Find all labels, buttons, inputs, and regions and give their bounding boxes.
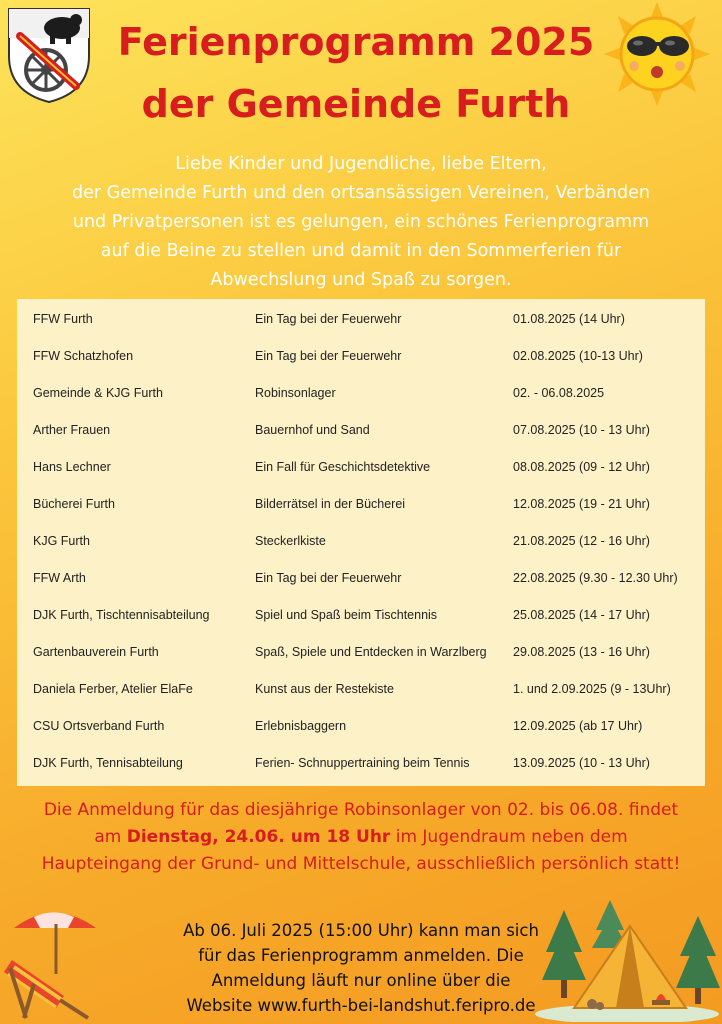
table-row bbox=[17, 634, 705, 671]
event-cell: Ein Tag bei der Feuerwehr bbox=[255, 312, 402, 326]
coat-of-arms-icon bbox=[6, 6, 92, 104]
event-cell: Ein Tag bei der Feuerwehr bbox=[255, 571, 402, 585]
notice-text: Die Anmeldung für das diesjährige Robinsonlager von 02. bis 06.08. findet am bbox=[43, 800, 679, 847]
page-title: Ferienprogramm 2025 bbox=[117, 20, 595, 64]
date-cell: 25.08.2025 (14 - 17 Uhr) bbox=[513, 608, 650, 622]
table-row bbox=[17, 449, 705, 486]
date-cell: 02. - 06.08.2025 bbox=[513, 386, 605, 400]
table-row bbox=[17, 375, 705, 412]
date-cell: 29.08.2025 (13 - 16 Uhr) bbox=[513, 645, 650, 659]
organizer-cell: CSU Ortsverband Furth bbox=[33, 719, 165, 733]
table-row bbox=[17, 745, 705, 782]
notice-highlight: Dienstag, 24.06. um 18 Uhr bbox=[126, 827, 391, 847]
organizer-cell: Bücherei Furth bbox=[33, 497, 115, 511]
intro-line: Liebe Kinder und Jugendliche, liebe Eltern, bbox=[175, 154, 547, 174]
event-cell: Bilderrätsel in der Bücherei bbox=[255, 497, 406, 511]
organizer-cell: Gemeinde & KJG Furth bbox=[33, 386, 163, 400]
table-row bbox=[17, 301, 705, 338]
event-cell: Bauernhof und Sand bbox=[255, 423, 370, 437]
event-cell: Steckerlkiste bbox=[255, 534, 326, 548]
event-cell: Spiel und Spaß beim Tischtennis bbox=[255, 608, 438, 622]
intro-text bbox=[20, 150, 702, 295]
page-subtitle: der Gemeinde Furth bbox=[141, 82, 571, 126]
date-cell: 22.08.2025 (9.30 - 12.30 Uhr) bbox=[513, 571, 678, 585]
intro-line: der Gemeinde Furth und den ortsansässigen Vereinen, Verbänden bbox=[72, 183, 650, 203]
date-cell: 1. und 2.09.2025 (9 - 13Uhr) bbox=[513, 682, 671, 696]
organizer-cell: FFW Schatzhofen bbox=[33, 349, 134, 363]
notice-text: im Jugendraum neben dem Haupteingang der Grund- und Mittelschule, ausschließlich persönlich statt! bbox=[41, 827, 681, 874]
organizer-cell: Arther Frauen bbox=[33, 423, 111, 437]
intro-line: und Privatpersonen ist es gelungen, ein schönes Ferienprogramm bbox=[72, 212, 650, 232]
signup-line: für das Ferienprogramm anmelden. Die bbox=[198, 946, 524, 965]
table-row bbox=[17, 338, 705, 375]
signup-line: Anmeldung läuft nur online über die bbox=[211, 971, 511, 990]
organizer-cell: Daniela Ferber, Atelier ElaFe bbox=[33, 682, 193, 696]
intro-line: auf die Beine zu stellen und damit in den Sommerferien für bbox=[100, 241, 622, 261]
signup-line: Ab 06. Juli 2025 (15:00 Uhr) kann man sich bbox=[183, 921, 539, 940]
intro-line: Abwechslung und Spaß zu sorgen. bbox=[210, 270, 512, 290]
organizer-cell: DJK Furth, Tennisabteilung bbox=[33, 756, 183, 770]
date-cell: 12.09.2025 (ab 17 Uhr) bbox=[513, 719, 643, 733]
event-cell: Spaß, Spiele und Entdecken in Warzlberg bbox=[255, 645, 487, 659]
date-cell: 02.08.2025 (10-13 Uhr) bbox=[513, 349, 643, 363]
program-table bbox=[17, 299, 705, 786]
table-row bbox=[17, 412, 705, 449]
tent-campsite-icon bbox=[534, 896, 720, 1022]
event-cell: Ferien- Schnuppertraining beim Tennis bbox=[255, 756, 470, 770]
organizer-cell: Gartenbauverein Furth bbox=[33, 645, 159, 659]
event-cell: Ein Tag bei der Feuerwehr bbox=[255, 349, 402, 363]
date-cell: 07.08.2025 (10 - 13 Uhr) bbox=[513, 423, 650, 437]
event-cell: Kunst aus der Restekiste bbox=[255, 682, 394, 696]
organizer-cell: DJK Furth, Tischtennisabteilung bbox=[33, 608, 210, 622]
event-cell: Robinsonlager bbox=[255, 386, 336, 400]
event-cell: Ein Fall für Geschichtsdetektive bbox=[255, 460, 431, 474]
date-cell: 08.08.2025 (09 - 12 Uhr) bbox=[513, 460, 650, 474]
robinsonlager-notice bbox=[40, 797, 682, 878]
beach-chair-umbrella-icon bbox=[4, 904, 104, 1022]
date-cell: 12.08.2025 (19 - 21 Uhr) bbox=[513, 497, 650, 511]
table-row bbox=[17, 523, 705, 560]
event-cell: Erlebnisbaggern bbox=[255, 719, 347, 733]
organizer-cell: FFW Arth bbox=[33, 571, 86, 585]
date-cell: 01.08.2025 (14 Uhr) bbox=[513, 312, 625, 326]
table-row bbox=[17, 560, 705, 597]
date-cell: 21.08.2025 (12 - 16 Uhr) bbox=[513, 534, 650, 548]
organizer-cell: KJG Furth bbox=[33, 534, 90, 548]
signup-line: Website www.furth-bei-landshut.feripro.de bbox=[186, 996, 536, 1015]
table-row bbox=[17, 708, 705, 745]
table-row bbox=[17, 671, 705, 708]
organizer-cell: FFW Furth bbox=[33, 312, 93, 326]
date-cell: 13.09.2025 (10 - 13 Uhr) bbox=[513, 756, 650, 770]
signup-info bbox=[120, 918, 602, 1018]
table-row bbox=[17, 597, 705, 634]
organizer-cell: Hans Lechner bbox=[33, 460, 111, 474]
table-row bbox=[17, 486, 705, 523]
